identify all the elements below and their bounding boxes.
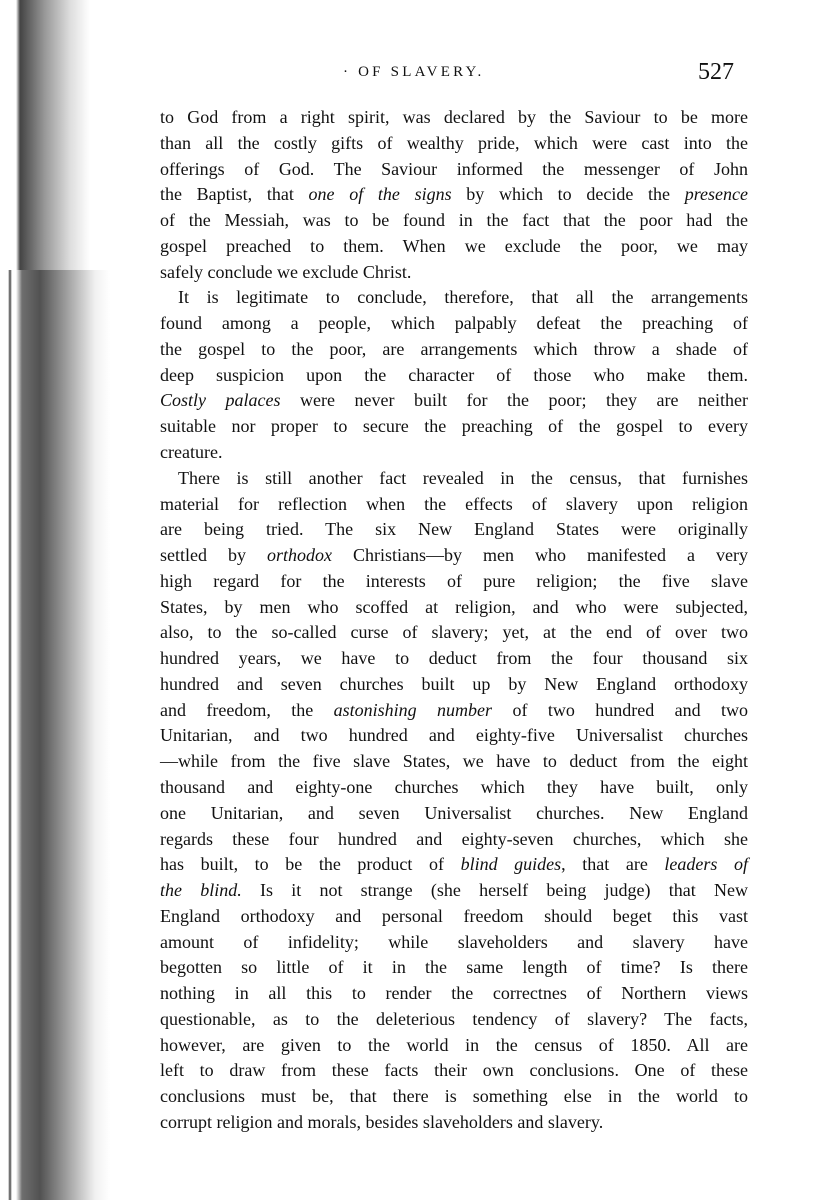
text-line: safely conclude we exclude Christ. — [160, 261, 412, 282]
text-line: It is legitimate to conclude, therefore, that all the arrangements — [178, 287, 748, 308]
text-line: conclusions must be, that there is something else in the world to — [160, 1086, 748, 1107]
text-line: deep suspicion upon the character of those who make them. — [160, 364, 748, 385]
text-line: There is still another fact revealed in the census, that furnishes — [178, 467, 748, 488]
text-line: regards these four hundred and eighty-seven churches, which she — [160, 828, 748, 849]
italic-emphasis: blind guides — [460, 854, 562, 875]
text-line: corrupt religion and morals, besides slaveholders and slavery. — [160, 1112, 604, 1133]
text-line: however, are given to the world in the census of 1850. All are — [160, 1034, 748, 1055]
text-line: England orthodoxy and personal freedom should beget this vast — [160, 905, 748, 926]
text-line: questionable, as to the deleterious tendency of slavery? The facts, — [160, 1008, 748, 1029]
text-line: settled by orthodox Christians—by men who manifested a very — [160, 545, 748, 566]
text-line: left to draw from these facts their own conclusions. One of these — [160, 1060, 748, 1081]
text-line: creature. — [160, 442, 223, 462]
text-line: thousand and eighty-one churches which they have built, only — [160, 777, 748, 798]
text-line: the blind. Is it not strange (she herself being judge) that New — [160, 880, 748, 901]
text-line: States, by men who scoffed at religion, and who were subjected, — [160, 596, 748, 617]
text-line: has built, to be the product of blind guides, that are leaders of — [160, 854, 748, 875]
page-number: 527 — [698, 59, 734, 85]
text-line: Unitarian, and two hundred and eighty-five Universalist churches — [160, 725, 748, 746]
text-line: to God from a right spirit, was declared by the Saviour to be more — [160, 107, 748, 127]
text-line: are being tried. The six New England States were originally — [160, 519, 748, 540]
text-line: high regard for the interests of pure religion; the five slave — [160, 570, 748, 591]
italic-emphasis: presence — [684, 184, 748, 205]
text-line: gospel preached to them. When we exclude the poor, we may — [160, 235, 748, 256]
italic-emphasis: leaders of — [664, 854, 748, 875]
text-line: found among a people, which palpably defeat the preaching of — [160, 313, 748, 334]
text-line: the Baptist, that one of the signs by which to decide the presence — [160, 184, 748, 205]
text-line: Costly palaces were never built for the poor; they are neither — [160, 390, 749, 411]
text-line: than all the costly gifts of wealthy pride, which were cast into the — [160, 132, 748, 153]
italic-emphasis: orthodox — [267, 545, 333, 566]
text-line: of the Messiah, was to be found in the fact that the poor had the — [160, 210, 748, 231]
text-line: begotten so little of it in the same length of time? Is there — [160, 957, 748, 978]
italic-emphasis: astonishing number — [333, 699, 493, 720]
scanned-binding-shadow — [0, 0, 110, 270]
text-line: nothing in all this to render the correctnes of Northern views — [160, 983, 748, 1004]
text-line: and freedom, the astonishing number of two hundred and two — [160, 699, 748, 720]
text-line: material for reflection when the effects of slavery upon religion — [160, 493, 748, 514]
text-line: hundred and seven churches built up by New England orthodoxy — [160, 673, 748, 694]
text-line: amount of infidelity; while slaveholders and slavery have — [160, 931, 748, 952]
text-line: offerings of God. The Saviour informed the messenger of John — [160, 158, 748, 179]
text-line: hundred years, we have to deduct from the four thousand six — [160, 648, 748, 669]
italic-emphasis: Costly palaces — [160, 390, 281, 411]
text-line: the gospel to the poor, are arrangements which throw a shade of — [160, 338, 748, 359]
running-title: · OF SLAVERY. — [343, 64, 485, 80]
text-line: suitable nor proper to secure the preaching of the gospel to every — [160, 416, 748, 437]
text-line: —while from the five slave States, we have to deduct from the eight — [160, 751, 748, 772]
text-line: one Unitarian, and seven Universalist churches. New England — [160, 802, 748, 823]
page-header — [0, 59, 833, 92]
italic-emphasis: the blind. — [160, 880, 242, 901]
italic-emphasis: one of the signs — [308, 184, 452, 205]
text-line: also, to the so-called curse of slavery; yet, at the end of over two — [160, 622, 748, 643]
